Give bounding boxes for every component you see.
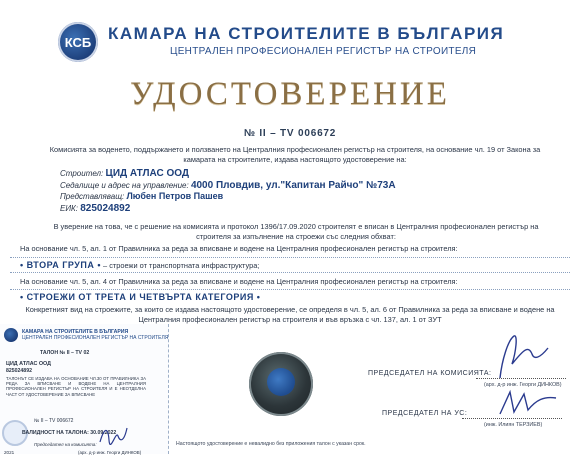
divider (10, 257, 570, 258)
certificate-intro: Комисията за воденето, поддържането и ползването на Централния професионален регистър на строителя, на основание чл. 19 от Закона за камарата на строителите, издава настоящото удостоверение на: (49, 145, 541, 164)
divider (10, 289, 570, 290)
talon-org: КАМАРА НА СТРОИТЕЛИТЕ В БЪЛГАРИЯ (22, 329, 129, 335)
commission-signature-icon (492, 330, 552, 382)
builder-name-row (60, 168, 560, 180)
builder-rep-label: Представляващ: (60, 192, 125, 201)
talon-eik: 825024892 (6, 368, 32, 374)
builder-rep-row (60, 191, 560, 203)
talon-chair-label: Председател на комисията: (34, 442, 97, 447)
certificate-number: № II – TV 006672 (243, 128, 337, 139)
builder-address-row (60, 180, 560, 192)
talon-text: ТАЛОНЪТ СЕ ИЗДАВА НА ОСНОВАНИЕ ЧЛ.30 ОТ ПРАВИЛНИКА ЗА РЕДА ЗА ВПИСВАНЕ И ВОДЕНЕ НА ЦЕНТРАЛНИЯ ПРОФЕСИОНАЛЕН РЕГИСТЪР НА СТРОИТЕЛЯ И Е НЕОТДЕЛНА ЧАСТ ОТ УДОСТОВЕРЕНИЕ ЗА ВПИСВАНЕ (6, 376, 146, 397)
kcb-logo-icon (58, 22, 98, 62)
talon-org-subtitle: ЦЕНТРАЛЕН ПРОФЕСИОНАЛЕН РЕГИСТЪР НА СТРОИТЕЛЯ (22, 335, 169, 341)
talon-cert-number: № II – TV 006672 (34, 418, 74, 424)
builder-eik-label: ЕИК: (60, 203, 78, 213)
commission-chair-label: ПРЕДСЕДАТЕЛ НА КОМИСИЯТА: (368, 370, 492, 377)
category-label: • СТРОЕЖИ ОТ ТРЕТА И ЧЕТВЪРТА КАТЕГОРИЯ • (20, 292, 261, 302)
group-desc: – строежи от транспортната инфраструктура; (101, 261, 260, 270)
category-basis: На основание чл. 5, ал. 4 от Правилника за реда за вписване и водене на Централния професионален регистър на строителя: (20, 277, 458, 286)
org-subtitle: ЦЕНТРАЛЕН ПРОФЕСИОНАЛЕН РЕГИСТЪР НА СТРОИТЕЛЯ (170, 46, 477, 57)
builder-eik-row (60, 203, 560, 215)
builder-rep: Любен Петров Пашев (126, 191, 224, 201)
group-basis: На основание чл. 5, ал. 1 от Правилника за реда за вписване и водене на Централния професионален регистър на строителя: (20, 244, 458, 253)
board-chair-name: (инж. Илиян ТЕРЗИЕВ) (484, 422, 543, 428)
category-line (20, 292, 260, 302)
commission-chair-name: (арх. д-р инж. Георги ДИНКОВ) (484, 382, 562, 388)
talon-number: ТАЛОН № II – TV 02 (40, 350, 90, 356)
builder-address-label: Седалище и адрес на управление: (60, 180, 189, 190)
talon-builder: ЦИД АТЛАС ООД (6, 361, 52, 367)
decision-text: В уверение на това, че с решение на комисията и протокол 1396/17.09.2020 строителят е вписан в Централния професионален регистър на строителя за изпълнение на строежи със следния обхват: (53, 222, 539, 241)
builder-address: 4000 Пловдив, ул."Капитан Райчо" №73А (190, 179, 396, 191)
kcb-logo-small-icon (4, 328, 18, 342)
seal-icon (249, 352, 313, 416)
talon-validity: ВАЛИДНОСТ НА ТАЛОНА: 30.09.2022 (22, 430, 117, 436)
talon-chair-name: (арх. д-р инж. Георги ДИНКОВ) (78, 450, 142, 455)
board-chair-label: ПРЕДСЕДАТЕЛ НА УС: (382, 410, 468, 417)
concrete-text: Конкретният вид на строежите, за които се издава настоящото удостоверение, се определя в чл. 5, ал. 6 от Правилника за реда за вписване и водене на Централния професионален регистър на строителя и във връзка с чл. 137, ал. 1 от ЗУТ (25, 305, 555, 324)
builder-name: ЦИД АТЛАС ООД (105, 168, 190, 179)
builder-block (60, 168, 560, 214)
talon-signature-icon (96, 424, 130, 446)
svg-text:КСБ: КСБ (64, 35, 92, 50)
talon-year: 2021 (4, 450, 15, 455)
org-title: КАМАРА НА СТРОИТЕЛИТЕ В БЪЛГАРИЯ (108, 24, 505, 43)
seal-emblem-icon (267, 368, 295, 396)
certificate-title: УДОСТОВЕРЕНИЕ (130, 76, 450, 112)
talon-stub (0, 324, 169, 454)
board-signature-icon (496, 386, 560, 420)
group-label: • ВТОРА ГРУПА • (20, 260, 101, 270)
builder-eik: 825024892 (80, 202, 131, 214)
footer-note: Настоящото удостоверение е невалидно без приложения талон с указан срок. (176, 441, 366, 447)
builder-name-label: Строител: (60, 169, 104, 178)
group-line (20, 260, 259, 270)
divider (10, 272, 570, 273)
